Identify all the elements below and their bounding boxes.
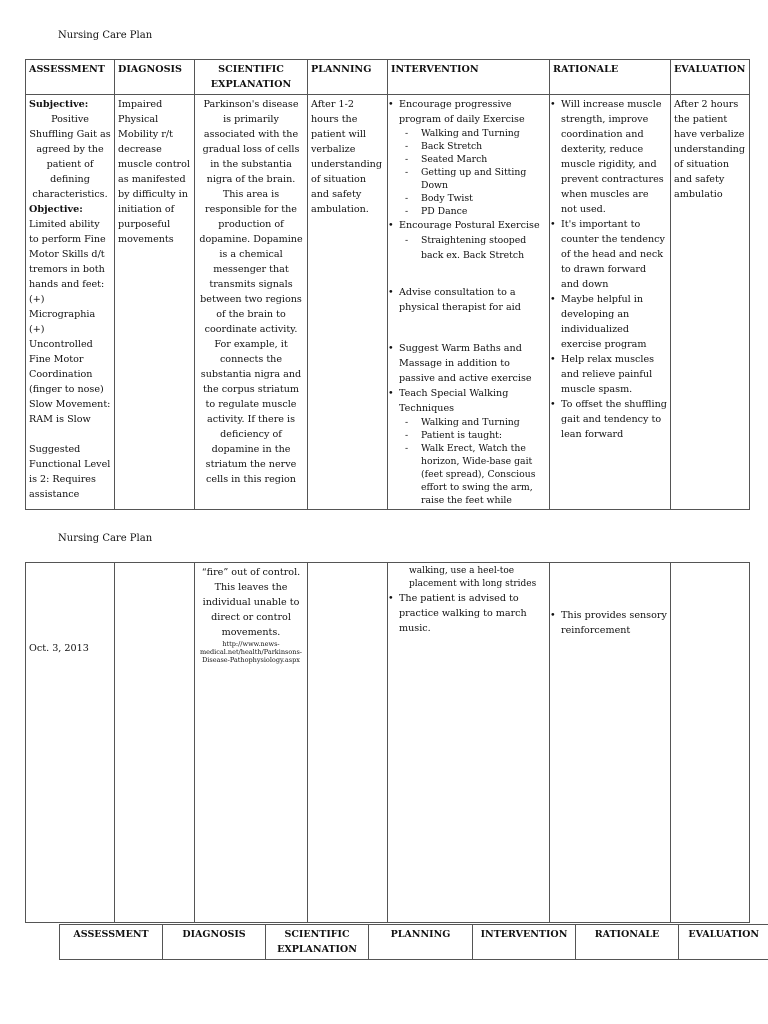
rationale-item: • Help relax muscles and relieve painful muscle spasm.	[553, 352, 667, 397]
list-item: - Body Twist	[405, 192, 546, 205]
header-planning: PLANNING	[308, 60, 388, 95]
care-plan-table-continued	[25, 562, 750, 923]
date-text: Oct. 3, 2013	[29, 643, 89, 654]
header-assessment: ASSESSMENT	[26, 60, 115, 95]
scientific-explanation-cell	[195, 563, 308, 923]
intervention-item: • Encourage Postural Exercise - Straightening stooped back ex. Back Stretch	[391, 218, 546, 263]
intervention-item: • The patient is advised to practice walking to march music.	[391, 591, 546, 636]
planning-cell: After 1-2 hours the patient will verbalize understanding of situation and safety ambulation.	[308, 95, 388, 510]
page-title: Nursing Care Plan	[58, 533, 153, 544]
scientific-text: “fire” out of control. This leaves the individual unable to direct or control movements.	[201, 567, 301, 638]
table-row	[26, 563, 750, 923]
intervention-cell	[388, 563, 550, 923]
planning-cell	[308, 563, 388, 923]
care-plan-table	[25, 59, 750, 510]
intervention-item: • Advise consultation to a physical therapist for aid	[391, 285, 546, 315]
diagnosis-cell	[115, 563, 195, 923]
header-evaluation: EVALUATION	[679, 925, 768, 960]
rationale-item: • Maybe helpful in developing an individualized exercise program	[553, 292, 667, 352]
rationale-item: • It's important to counter the tendency of the head and neck to drawn forward and down	[553, 217, 667, 292]
list-item: - Walking and Turning	[405, 416, 546, 429]
header-rationale: RATIONALE	[576, 925, 679, 960]
table-row	[26, 95, 750, 510]
table-header-row	[26, 60, 750, 95]
suggested-functional-level: Suggested Functional Level is 2: Requires assistance	[29, 444, 111, 500]
evaluation-cell	[671, 563, 750, 923]
diagnosis-cell: Impaired Physical Mobility r/t decrease muscle control as manifested by difficulty in initiation of purposeful movements	[115, 95, 195, 510]
finding-item: (+) Uncontrolled Fine Motor Coordination (finger to nose)	[29, 324, 104, 395]
scientific-explanation-cell: Parkinson's disease is primarily associated with the gradual loss of cells in the substantia nigra of the brain. This area is responsible for the production of dopamine. Dopamine is a chemical messenger that transmits signals between two regions of the brain to coordinate activity. For example, it connects the substantia nigra and the corpus striatum to regulate muscle activity. If there is deficiency of dopamine in the striatum the nerve cells in this region	[195, 95, 308, 510]
list-item: - Seated March	[405, 153, 546, 166]
page-title: Nursing Care Plan	[58, 30, 153, 41]
rationale-item: • This provides sensory reinforcement	[553, 608, 667, 638]
list-item: - Walking and Turning	[405, 127, 546, 140]
rationale-cell	[550, 563, 671, 923]
rationale-item: • To offset the shuffling gait and tendency to lean forward	[553, 397, 667, 442]
header-scientific-explanation: SCIENTIFIC EXPLANATION	[195, 60, 308, 95]
rationale-item: • Will increase muscle strength, improve coordination and dexterity, reduce muscle rigidity, and prevent contractures when muscles are not used.	[553, 97, 667, 217]
header-intervention: INTERVENTION	[473, 925, 576, 960]
intervention-item: • Encourage progressive program of daily Exercise - Walking and Turning - Back Stretch - Seated March - Getting up and Sitting Down - Body Twist - PD Dance	[391, 97, 546, 218]
finding-item: (+) Micrographia	[29, 294, 96, 320]
header-assessment: ASSESSMENT	[60, 925, 163, 960]
list-item: - Getting up and Sitting Down	[405, 166, 546, 192]
header-diagnosis: DIAGNOSIS	[163, 925, 266, 960]
header-intervention: INTERVENTION	[388, 60, 550, 95]
source-link[interactable]: http://www.news-medical.net/health/Parkinsons-Disease-Pathophysiology.aspx	[200, 640, 302, 664]
header-scientific-explanation: SCIENTIFIC EXPLANATION	[266, 925, 369, 960]
intervention-continued: walking, use a heel-toe placement with long strides	[409, 566, 537, 589]
list-item: - Back Stretch	[405, 140, 546, 153]
assessment-cell	[26, 95, 115, 510]
objective-label: Objective:	[29, 204, 83, 215]
finding-item: Slow Movement: RAM is Slow	[29, 399, 111, 425]
intervention-item: • Teach Special Walking Techniques - Walking and Turning - Patient is taught: - Walk Erect, Watch the horizon, Wide-base gait (feet spread), Conscious effort to swing the arm, raise the feet while	[391, 386, 546, 507]
header-planning: PLANNING	[369, 925, 473, 960]
list-item: - Walk Erect, Watch the horizon, Wide-base gait (feet spread), Conscious effort to swing the arm, raise the feet while	[405, 442, 546, 507]
list-item: - Patient is taught:	[405, 429, 546, 442]
subjective-text: Positive Shuffling Gait as agreed by the patient of defining characteristics.	[29, 114, 111, 200]
rationale-cell	[550, 95, 671, 510]
assessment-cell	[26, 563, 115, 923]
intervention-cell	[388, 95, 550, 510]
header-evaluation: EVALUATION	[671, 60, 750, 95]
objective-text: Limited ability to perform Fine Motor Skills d/t tremors in both hands and feet:	[29, 219, 106, 290]
header-diagnosis: DIAGNOSIS	[115, 60, 195, 95]
header-rationale: RATIONALE	[550, 60, 671, 95]
list-item: - Straightening stooped back ex. Back Stretch	[405, 233, 546, 263]
footer-header-row	[59, 924, 768, 960]
list-item: - PD Dance	[405, 205, 546, 218]
intervention-item: • Suggest Warm Baths and Massage in addition to passive and active exercise	[391, 341, 546, 386]
evaluation-cell: After 2 hours the patient have verbalize understanding of situation and safety ambulatio	[671, 95, 750, 510]
subjective-label: Subjective:	[29, 99, 89, 110]
